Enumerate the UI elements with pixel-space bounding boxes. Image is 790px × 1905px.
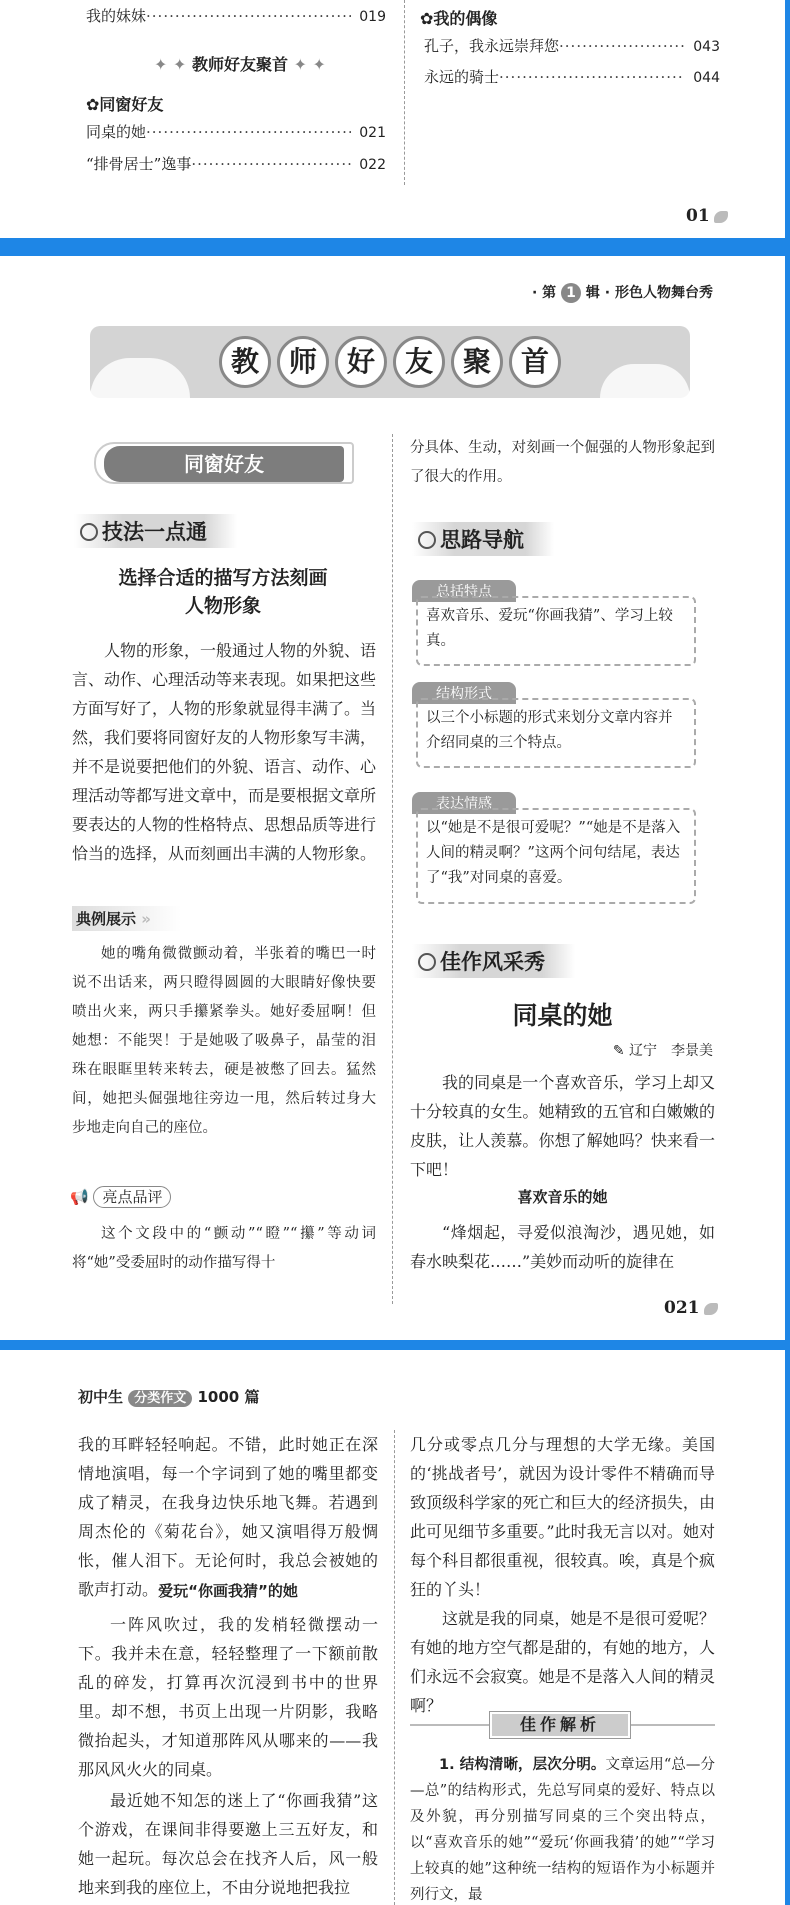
section-ribbon: 同窗好友	[104, 446, 344, 482]
category-badge: 分类作文	[128, 1390, 192, 1407]
banner-char: 好	[335, 336, 387, 388]
megaphone-icon: 📢	[70, 1188, 94, 1206]
structure-box: 以三个小标题的形式来划分文章内容并介绍同桌的三个特点。	[416, 698, 696, 768]
essay-paragraph: 几分或零点几分与理想的大学无缘。美国的‘挑战者号’，就因为设计零件不精确而导致顶级科学家的死亡和巨大的经济损失，由此可见细节多重要。”此时我无言以对。她对每个科目都很重视，很较真。唉，真是个疯狂的丫头！	[410, 1435, 715, 1599]
essay-paragraph: 一阵风吹过，我的发梢轻微摆动一下。我并未在意，轻轻整理了一下额前散乱的碎发，打算再次沉浸到书中的世界里。却不想，书页上出现一片阴影，我略微抬起头，才知道那阵风从哪来的——我那风风火火的同桌。	[78, 1615, 378, 1779]
analysis-body: 1. 结构清晰，层次分明。文章运用“总—分—总”的结构形式，先总写同桌的爱好、特点以及外貌，再分别描写同桌的三个突出特点，以“喜欢音乐的她”“爱玩‘你画我猜’的她”“学习上较真的她”这种统一结构的短语作为小标题并列行文，最	[410, 1757, 715, 1903]
essay-author: ✎ 辽宁 李景美	[612, 1043, 713, 1059]
essay-paragraph: 这就是我的同桌，她是不是很可爱呢？有她的地方空气都是甜的，有她的地方，人们永远不会寂寞。她是不是落入人间的精灵啊？	[410, 1609, 715, 1715]
summary-label: 总括特点	[412, 580, 516, 602]
globe-icon	[418, 531, 436, 549]
example-tag: 典例展示 »	[72, 906, 181, 931]
highlight-tag: 📢 亮点品评	[70, 1186, 171, 1207]
page-number: 01	[686, 206, 728, 226]
title-banner	[90, 326, 690, 398]
star-icon: ✦ ✦	[288, 55, 326, 74]
essay-title: 同桌的她	[512, 1001, 613, 1030]
chevron-right-icon: »	[136, 910, 151, 928]
gear-icon: ✿	[86, 95, 100, 114]
technique-tag: 技法一点通	[74, 514, 237, 548]
toc-item[interactable]: “排骨居士”逸事 ····· 022	[86, 154, 386, 175]
toc-section-banner: ✦ ✦ 教师好友聚首 ✦ ✦	[154, 55, 326, 74]
technique-body: 人物的形象，一般通过人物的外貌、语言、动作、心理活动等来表现。如果把这些方面写好了，人物的形象就显得丰满了。当然，我们要将同窗好友的人物形象写丰满，并不是说要把他们的外貌、语言、动作、心理活动等都写进文章中，而是要根据文章所要表达的人物的性格特点、思想品质等进行恰当的选择，从而刻画出丰满的人物形象。	[72, 641, 377, 863]
column-divider	[392, 434, 393, 1304]
essay-intro: 我的同桌是一个喜欢音乐，学习上却又十分较真的女生。她精致的五官和白嫩嫩的皮肤，让人羡慕。你想了解她吗？快来看一下吧！	[410, 1073, 715, 1179]
essay-subhead: 爱玩“你画我猜”的她	[158, 1582, 298, 1600]
pen-icon: ✎	[612, 1043, 629, 1059]
toc-subsection: ✿我的偶像	[420, 9, 498, 28]
chapter-badge: 1	[561, 283, 581, 303]
leaf-icon	[704, 1303, 718, 1315]
leaf-icon	[714, 211, 728, 223]
award-icon	[418, 953, 436, 971]
technique-title: 选择合适的描写方法刻画 人物形象	[118, 567, 328, 617]
emotion-label: 表达情感	[412, 792, 516, 814]
article-page-continued	[0, 1350, 785, 1905]
lightbulb-icon	[80, 523, 98, 541]
toc-subsection: ✿同窗好友	[86, 95, 164, 114]
highlight-body: 这个文段中的“颤动”“瞪”“攥”等动词将“她”受委屈时的动作描写得十	[72, 1226, 376, 1271]
analysis-tag: 佳作解析	[490, 1712, 630, 1738]
essay-paragraph: “烽烟起，寻爱似浪淘沙，遇见她，如春水映梨花……”美妙而动听的旋律在	[410, 1223, 715, 1271]
example-body: 她的嘴角微微颤动着，半张着的嘴巴一时说不出话来，两只瞪得圆圆的大眼睛好像快要喷出火来，两只手攥紧拳头。她好委屈啊！但她想：不能哭！于是她吸了吸鼻子，晶莹的泪珠在眼眶里转来转去，硬是被憋了回去。猛然间，她把头倔强地往旁边一甩，然后转过身大步地走向自己的座位。	[72, 946, 376, 1136]
continued-text: 分具体、生动，对刻画一个倔强的人物形象起到了很大的作用。	[410, 440, 715, 485]
thinking-tag: 思路导航	[412, 522, 554, 556]
toc-item[interactable]: 我的妹妹 ····· 019	[86, 6, 386, 27]
banner-char: 师	[277, 336, 329, 388]
column-divider	[394, 1430, 395, 1905]
essay-paragraph: 我的耳畔轻轻响起。不错，此时她正在深情地演唱，每一个字词到了她的嘴里都变成了精灵，在我身边快乐地飞舞。若遇到周杰伦的《菊花台》，她又演唱得万般惆怅，催人泪下。无论何时，我总会被她的歌声打动。	[78, 1435, 378, 1599]
toc-item[interactable]: 同桌的她 ····· 021	[86, 122, 386, 143]
article-page	[0, 256, 785, 1340]
column-divider	[404, 0, 405, 185]
banner-char: 教	[219, 336, 271, 388]
essay-paragraph: 最近她不知怎的迷上了“你画我猜”这个游戏，在课间非得要邀上三五好友，和她一起玩。每次总会在找齐人后，风一般地来到我的座位上，不由分说地把我拉	[78, 1791, 378, 1897]
toc-item[interactable]: 孔子，我永远崇拜您 ····· 043	[424, 36, 720, 57]
toc-page	[0, 0, 785, 238]
banner-title	[90, 336, 690, 388]
running-header: · 第 1 辑 · 形色人物舞台秀	[531, 285, 713, 301]
showcase-tag: 佳作风采秀	[412, 944, 575, 978]
structure-label: 结构形式	[412, 682, 516, 704]
summary-box: 喜欢音乐、爱玩“你画我猜”、学习上较真。	[416, 596, 696, 666]
banner-char: 友	[393, 336, 445, 388]
star-icon: ✦ ✦	[154, 55, 192, 74]
gear-icon: ✿	[420, 9, 434, 28]
essay-subhead: 喜欢音乐的她	[517, 1188, 608, 1206]
banner-char: 聚	[451, 336, 503, 388]
book-header: 初中生 分类作文 1000 篇	[78, 1388, 260, 1406]
toc-item[interactable]: 永远的骑士 ····· 044	[424, 67, 720, 88]
banner-char: 首	[509, 336, 561, 388]
page-number: 021	[664, 1298, 718, 1318]
emotion-box: 以“她是不是很可爱呢？”“她是不是落入人间的精灵啊？”这两个问句结尾，表达了“我”对同桌的喜爱。	[416, 808, 696, 904]
